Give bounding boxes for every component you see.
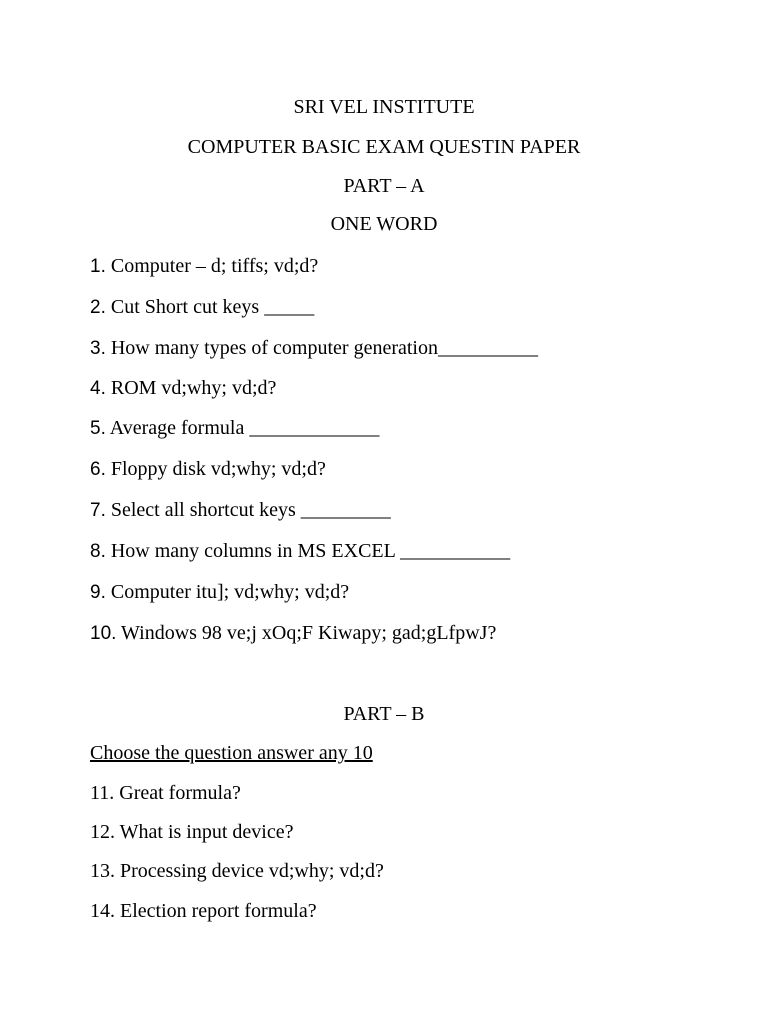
question-8 [90,539,510,564]
question-number: 3. [90,338,106,359]
question-text: What is input device? [115,821,294,843]
question-text: Select all shortcut keys _________ [105,499,391,521]
question-number: 7. [90,500,106,521]
question-number: 9. [90,582,106,603]
question-number: 12. [90,821,115,843]
institute-name: SRI VEL INSTITUTE [293,96,475,118]
question-1 [90,254,318,279]
question-5 [90,416,379,441]
question-text: Election report formula? [115,900,317,922]
question-text: Windows 98 ve;j xOq;F Kiwapy; gad;gLfpwJ? [116,622,497,644]
question-11 [90,781,241,805]
question-number: 5. [90,418,106,439]
question-text: ROM vd;why; vd;d? [105,377,277,399]
question-number: 8. [90,541,106,562]
question-text: Cut Short cut keys _____ [105,296,315,318]
question-number: 11. [90,782,115,804]
question-number: 4. [90,378,106,399]
question-14 [90,899,317,923]
part-b-title: PART – B [343,703,425,725]
exam-title: COMPUTER BASIC EXAM QUESTIN PAPER [187,136,581,158]
question-2 [90,295,314,320]
question-13 [90,859,384,883]
question-text: How many types of computer generation__________ [105,337,538,359]
question-number: 2. [90,297,106,318]
question-text: Floppy disk vd;why; vd;d? [105,458,326,480]
question-number: 10. [90,623,117,644]
question-6 [90,457,326,482]
question-12 [90,820,293,844]
question-text: Computer itu]; vd;why; vd;d? [105,581,350,603]
question-9 [90,580,349,605]
question-number: 1. [90,256,106,277]
question-3 [90,336,538,361]
question-number: 13. [90,860,115,882]
part-a-subtitle: ONE WORD [330,213,438,235]
part-b-instruction: Choose the question answer any 10 [90,742,373,764]
part-a-title: PART – A [343,175,425,197]
question-text: Average formula _____________ [105,417,380,439]
question-10 [90,621,496,646]
question-7 [90,498,391,523]
question-number: 6. [90,459,106,480]
question-4 [90,376,276,401]
question-text: Computer – d; tiffs; vd;d? [105,255,319,277]
question-text: Processing device vd;why; vd;d? [115,860,384,882]
question-text: Great formula? [114,782,241,804]
question-text: How many columns in MS EXCEL ___________ [105,540,511,562]
question-number: 14. [90,900,115,922]
